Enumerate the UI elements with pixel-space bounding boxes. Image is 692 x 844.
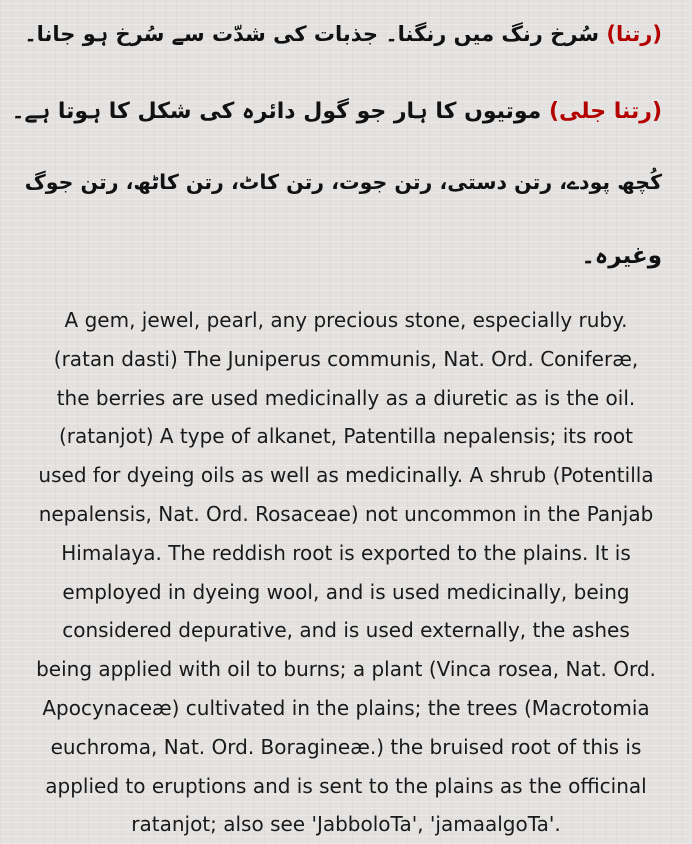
urdu-definition: موتیوں کا ہار جو گول دائرہ کی شکل کا ہوتا ہے۔ [11, 99, 542, 124]
english-definition [6, 301, 686, 844]
urdu-entry-ratna [24, 18, 662, 50]
english-line: Himalaya. The reddish root is exported to the plains. It is [61, 540, 631, 565]
english-line: (ratan dasti) The Juniperus communis, Nat. Ord. Coniferæ, [53, 346, 639, 371]
english-line: applied to eruptions and is sent to the plains as the officinal [45, 773, 647, 798]
english-line: euchroma, Nat. Ord. Boragineæ.) the bruised root of this is [50, 734, 642, 759]
english-line: A gem, jewel, pearl, any precious stone, especially ruby. [64, 308, 628, 332]
urdu-plants-line-1: کُچھ پودے، رتن دستی، رتن جوت، رتن کاٹ، رتن کاٹھ، رتن جوگ [24, 170, 662, 194]
english-line: nepalensis, Nat. Ord. Rosaceae) not uncommon in the Panjab [38, 501, 654, 526]
urdu-plants-line-2: وغیرہ۔ [581, 243, 662, 269]
urdu-entry-ratna-jali [12, 96, 662, 128]
urdu-term: (رتنا) [606, 22, 662, 46]
english-line: ratanjot; also see 'JabboloTa', 'jamaalgoTa'. [131, 812, 561, 837]
urdu-definition: سُرخ رنگ میں رنگنا۔ جذبات کی شدّت سے سُرخ ہو جانا۔ [24, 22, 600, 46]
english-line: being applied with oil to burns; a plant (Vinca rosea, Nat. Ord. [36, 657, 656, 682]
english-line: Apocynaceæ) cultivated in the plains; the trees (Macrotomia [42, 695, 650, 720]
english-line: (ratanjot) A type of alkanet, Patentilla nepalensis; its root [59, 424, 633, 449]
english-line: considered depurative, and is used externally, the ashes [62, 618, 630, 643]
urdu-term: (رتنا جلی) [548, 99, 662, 124]
english-line: the berries are used medicinally as a diuretic as is the oil. [56, 385, 636, 410]
english-line: employed in dyeing wool, and is used medicinally, being [62, 579, 630, 604]
english-line: used for dyeing oils as well as medicinally. A shrub (Potentilla [38, 463, 654, 488]
